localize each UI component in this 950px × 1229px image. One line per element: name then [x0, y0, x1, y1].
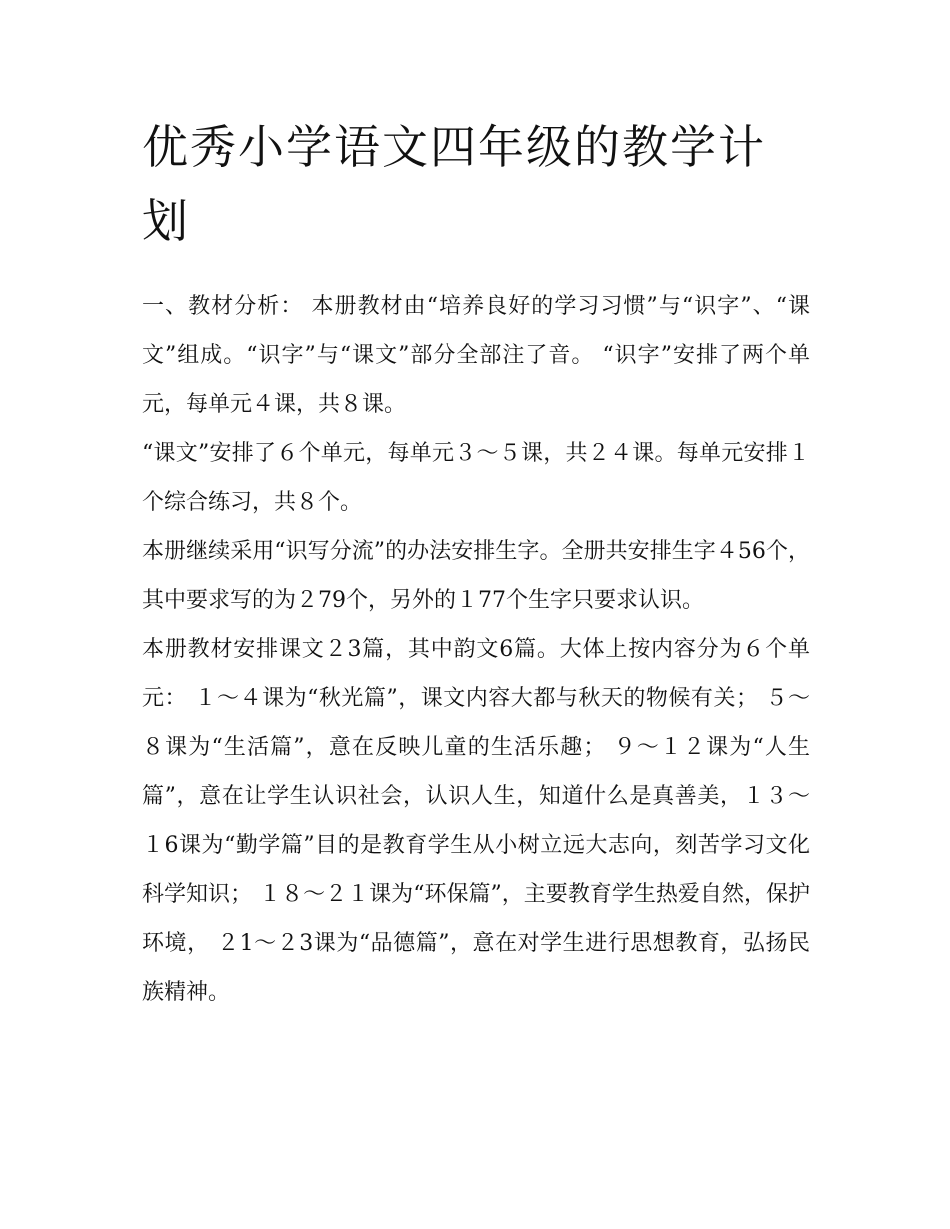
paragraph-unit-themes: 本册教材安排课文２3篇，其中韵文6篇。大体上按内容分为６个单元： １～４课为“秋光篇”，课文内容大都与秋天的物候有关； ５～８课为“生活篇”，意在反映儿童的生活乐趣； ９～１２课为“人生篇”，意在让学生认识社会，认识人生，知道什么是真善美，１３～１6课为“勤学篇”目的是教育学生从小树立远大志向，刻苦学习文化科学知识； １８～２１课为“环保篇”，主要教育学生热爱自然，保护环境， ２1～２3课为“品德篇”，意在对学生进行思想教育，弘扬民族精神。: [142, 637, 810, 1005]
document-page: [142, 110, 810, 1017]
paragraph-characters: 本册继续采用“识写分流”的办法安排生字。全册共安排生字４56个，其中要求写的为２79个，另外的１77个生字只要求认识。: [142, 539, 810, 613]
paragraph-textbook-analysis: 一、教材分析： 本册教材由“培养良好的学习习惯”与“识字”、“课文”组成。“识字”与“课文”部分全部注了音。 “识字”安排了两个单元，每单元４课，共８课。: [142, 294, 810, 417]
document-title: 优秀小学语文四年级的教学计划: [142, 120, 766, 248]
paragraph-lesson-units: “课文”安排了６个单元，每单元３～５课，共２４课。每单元安排１个综合练习，共８个。: [142, 441, 810, 515]
